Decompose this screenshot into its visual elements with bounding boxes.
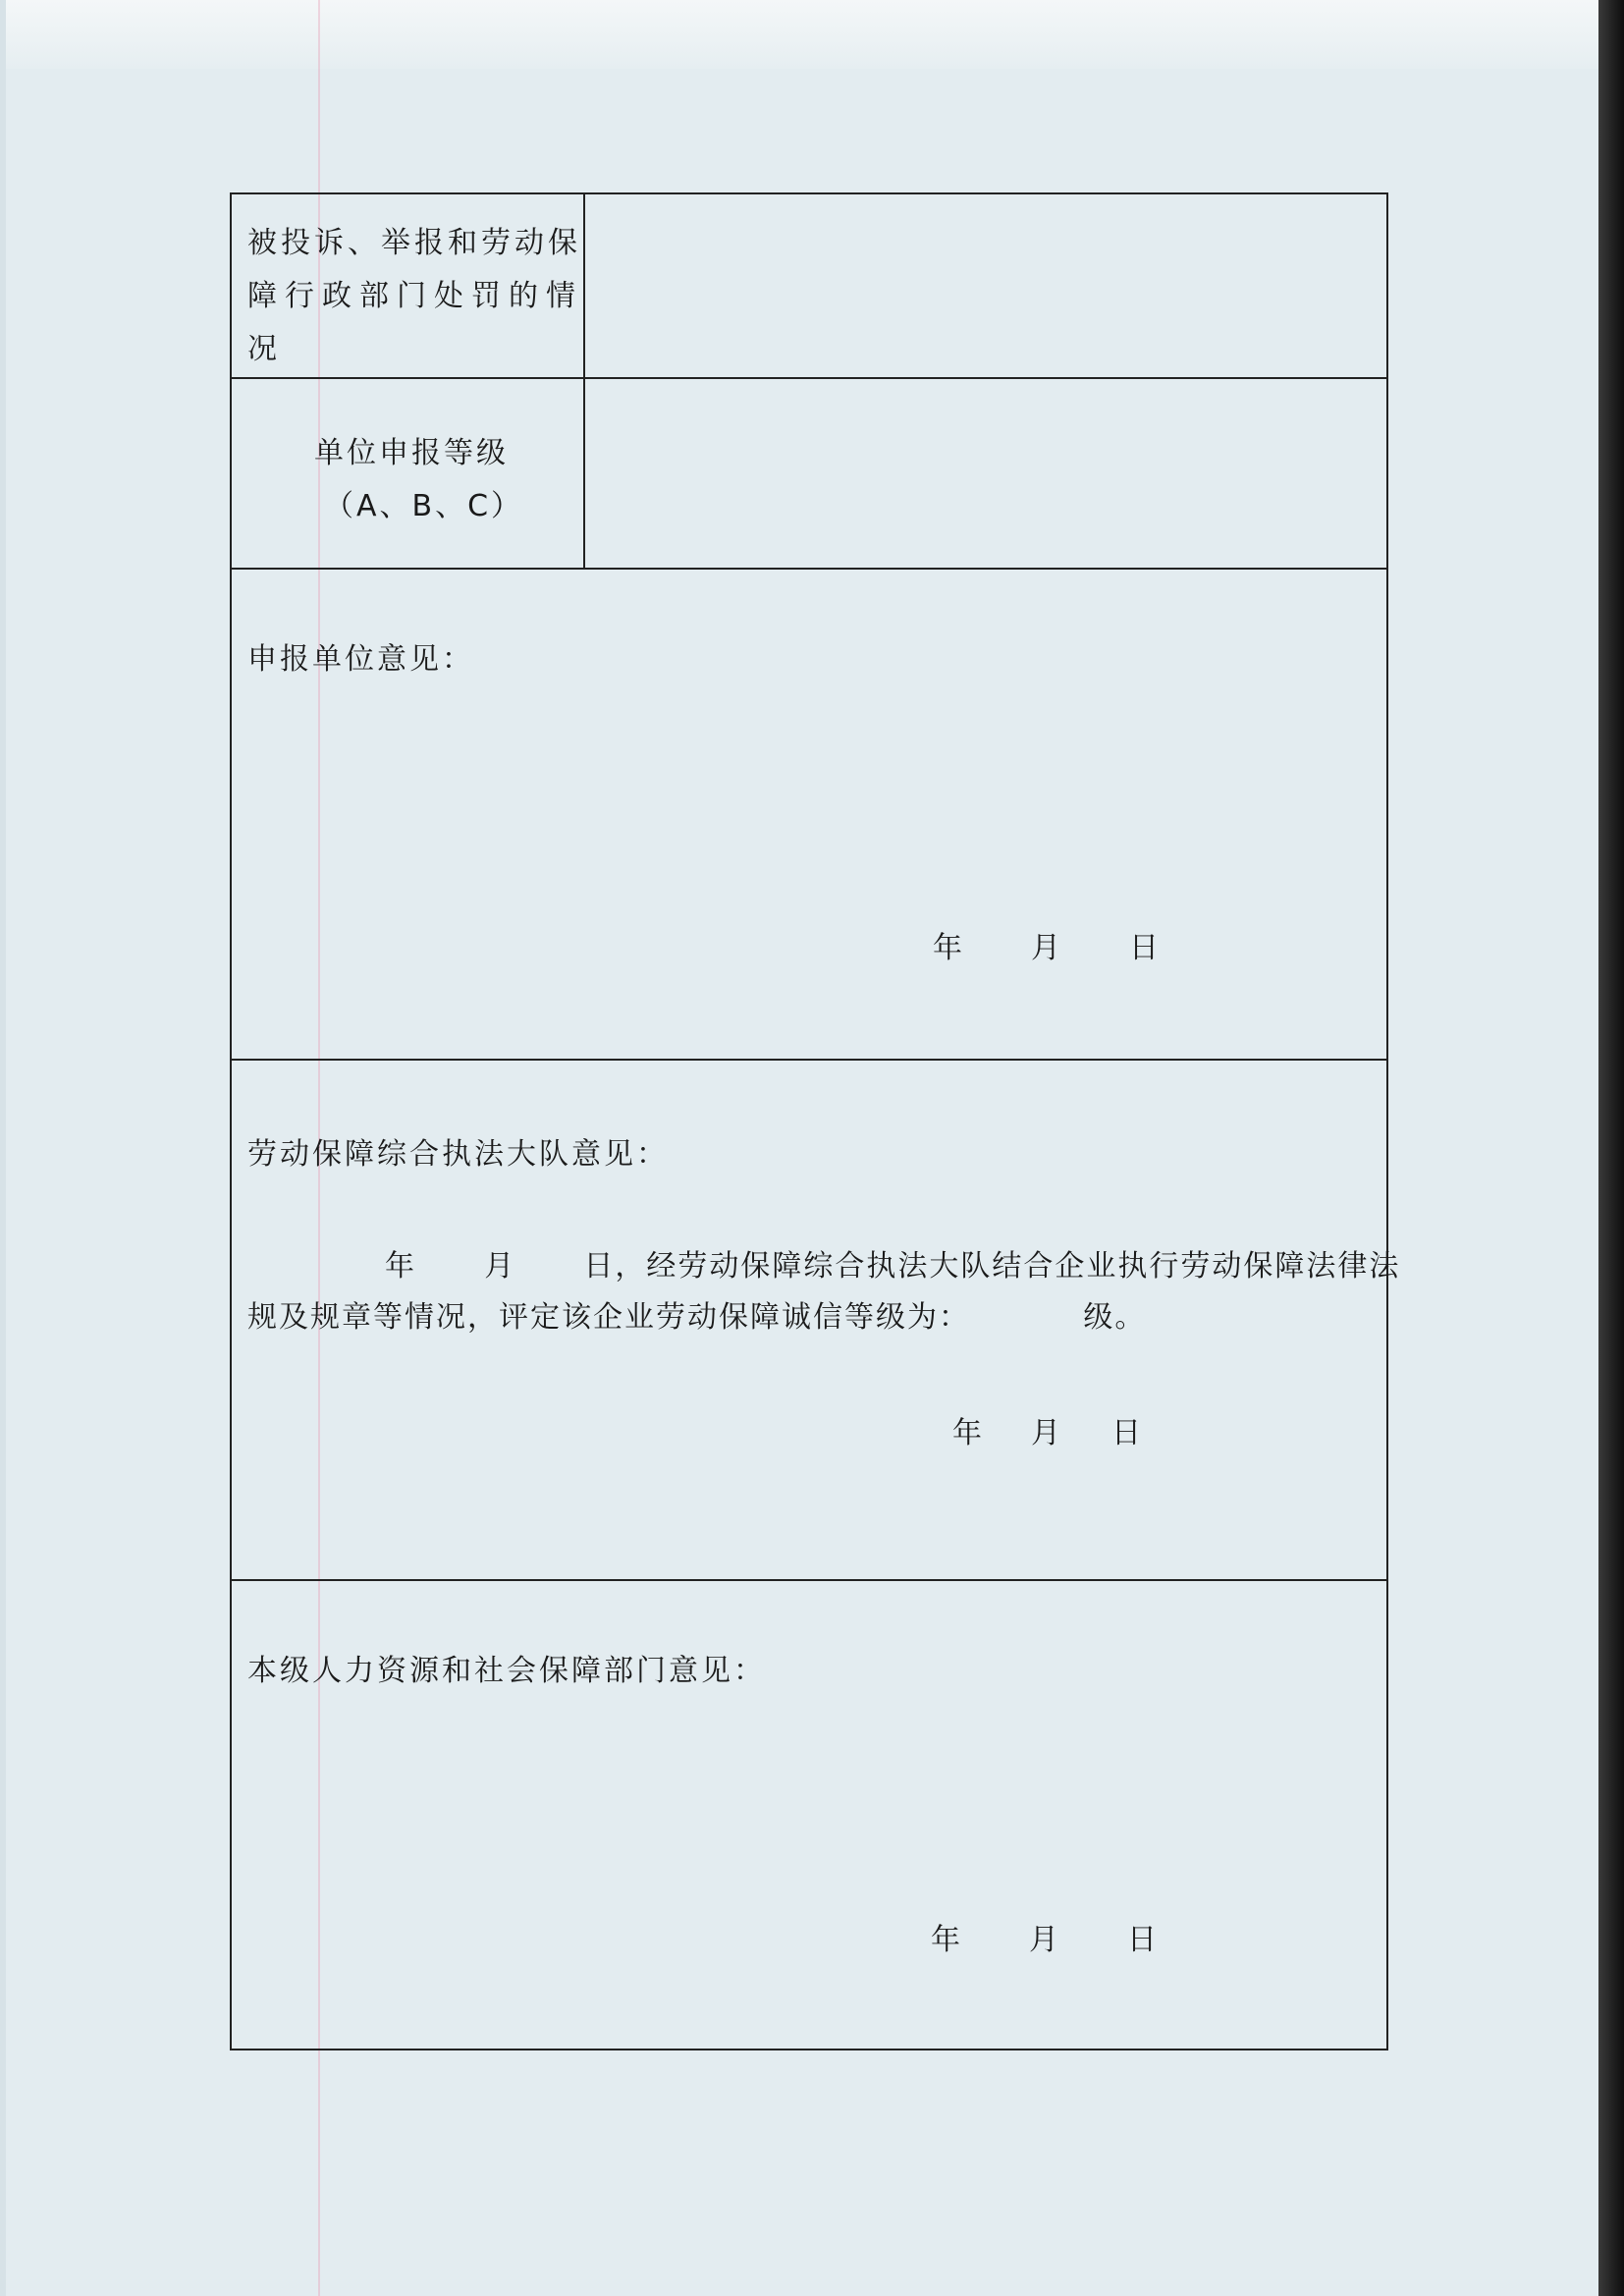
complaints-label-line-1: 被投诉、举报和劳动保	[247, 226, 581, 260]
declared-grade-label-cell	[232, 379, 585, 568]
enforcement-date-month: 月	[1031, 1416, 1063, 1450]
enforcement-opinion-section[interactable]	[232, 1061, 1401, 1581]
enforcement-date-year: 年	[952, 1416, 985, 1450]
applicant-date-day: 日	[1129, 931, 1162, 965]
declared-grade-row	[232, 379, 1386, 570]
complaints-value-cell[interactable]	[585, 194, 1386, 377]
applicant-opinion-section[interactable]	[232, 570, 1386, 1061]
scan-top-margin	[0, 0, 1624, 69]
enforcement-opinion-body-line-1: 年 月 日，经劳动保障综合执法大队结合企业执行劳动保障法律法	[385, 1249, 1401, 1284]
complaints-label-line-2: 障行政部门处罚的情	[247, 279, 583, 313]
complaints-row	[232, 194, 1386, 379]
hr-date-year: 年	[931, 1923, 963, 1957]
scan-right-edge	[1598, 0, 1624, 2296]
applicant-opinion-title: 申报单位意见：	[247, 642, 474, 677]
declared-grade-options: （A、B、C）	[324, 489, 524, 523]
credit-rating-form-table	[230, 192, 1401, 2050]
hr-date-day: 日	[1127, 1923, 1160, 1957]
applicant-date-year: 年	[933, 931, 965, 965]
enforcement-date-day: 日	[1111, 1416, 1144, 1450]
applicant-date-month: 月	[1031, 931, 1063, 965]
declared-grade-label: 单位申报等级	[314, 436, 509, 470]
hr-opinion-title: 本级人力资源和社会保障部门意见：	[247, 1654, 766, 1688]
complaints-label-cell	[232, 194, 585, 377]
hr-date-month: 月	[1029, 1923, 1061, 1957]
hr-opinion-section[interactable]	[232, 1581, 1386, 2050]
scan-left-edge	[0, 0, 6, 2296]
enforcement-opinion-body-line-2: 规及规章等情况，评定该企业劳动保障诚信等级为： 级。	[247, 1300, 1147, 1335]
declared-grade-value-cell[interactable]	[585, 379, 1386, 568]
enforcement-opinion-title: 劳动保障综合执法大队意见：	[247, 1137, 669, 1172]
complaints-label-line-3: 况	[247, 332, 280, 366]
